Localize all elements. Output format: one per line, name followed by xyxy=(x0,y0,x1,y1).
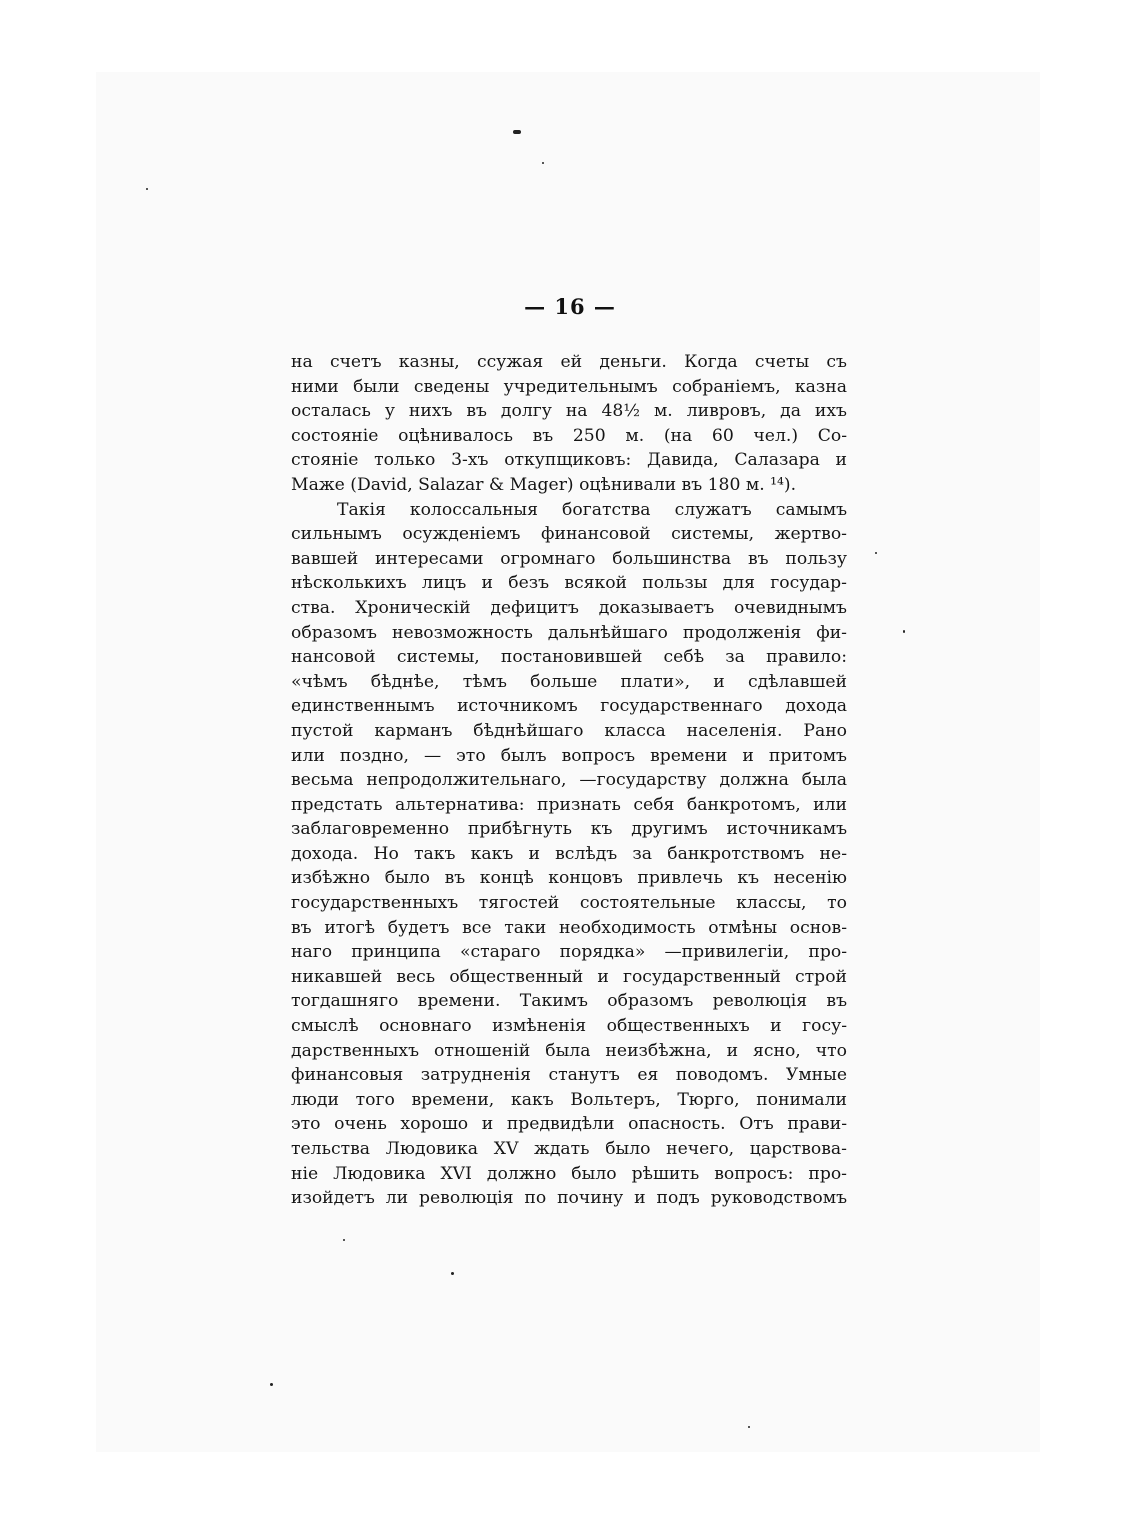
text-line: на счетъ казны, ссужая ей деньги. Когда счеты съ xyxy=(291,352,847,372)
text-line: ства. Хроническій дефицитъ доказываетъ очевиднымъ xyxy=(291,597,847,618)
scan-speck xyxy=(542,162,544,164)
text-line: тогдашняго времени. Такимъ образомъ революція въ xyxy=(291,991,847,1012)
scan-speck xyxy=(146,188,148,190)
text-line: люди того времени, какъ Вольтеръ, Тюрго, понимали xyxy=(291,1089,847,1110)
text-line: «чѣмъ бѣднѣе, тѣмъ больше плати», и сдѣлавшей xyxy=(291,671,847,692)
scan-speck xyxy=(451,1272,454,1275)
scan-speck xyxy=(903,630,905,633)
text-line: наго принципа «стараго порядка» —привилегіи, про- xyxy=(291,942,847,963)
text-line: или поздно, — это былъ вопросъ времени и притомъ xyxy=(291,745,847,766)
body-text xyxy=(291,350,847,1211)
text-line: изойдетъ ли революція по почину и подъ руководствомъ xyxy=(291,1188,847,1209)
text-line: финансовыя затрудненія станутъ ея поводомъ. Умные xyxy=(291,1065,847,1086)
text-line: Маже (David, Salazar & Mager) оцѣнивали въ 180 м. ¹⁴). xyxy=(291,474,797,495)
scan-speck xyxy=(513,130,521,134)
text-line: заблаговременно прибѣгнуть къ другимъ источникамъ xyxy=(291,819,847,840)
text-line: нѣсколькихъ лицъ и безъ всякой пользы для государ- xyxy=(291,573,847,594)
scan-speck xyxy=(343,1239,345,1241)
text-line: дохода. Но такъ какъ и вслѣдъ за банкротствомъ не- xyxy=(291,843,847,864)
page-number: — 16 — xyxy=(524,294,616,319)
text-line: сильнымъ осужденіемъ финансовой системы, жертво- xyxy=(291,524,847,545)
text-line: ними были сведены учредительнымъ собраніемъ, казна xyxy=(291,376,847,397)
text-line: смыслѣ основнаго измѣненія общественныхъ и госу- xyxy=(291,1016,847,1037)
text-line: нансовой системы, постановившей себѣ за правило: xyxy=(291,647,847,668)
scan-speck xyxy=(270,1383,273,1386)
text-line: осталась у нихъ въ долгу на 48½ м. ливровъ, да ихъ xyxy=(291,401,847,422)
text-line: единственнымъ источникомъ государственнаго дохода xyxy=(291,696,847,717)
text-line: въ итогѣ будетъ все таки необходимость отмѣны основ- xyxy=(291,917,847,938)
text-line: предстать альтернатива: признать себя банкротомъ, или xyxy=(291,794,847,815)
text-line: вавшей интересами огромнаго большинства въ пользу xyxy=(291,548,847,569)
text-line: дарственныхъ отношеній была неизбѣжна, и ясно, что xyxy=(291,1040,847,1061)
text-line: избѣжно было въ концѣ концовъ привлечь къ несенію xyxy=(291,868,847,889)
scan-speck xyxy=(875,552,877,554)
text-line: весьма непродолжительнаго, —государству должна была xyxy=(291,770,847,791)
text-line: ніе Людовика XVI должно было рѣшить вопросъ: про- xyxy=(291,1163,847,1184)
text-line: Такія колоссальныя богатства служатъ самымъ xyxy=(337,499,847,520)
scan-speck xyxy=(748,1426,750,1428)
text-line: никавшей весь общественный и государственный строй xyxy=(291,966,847,987)
text-line: образомъ невозможность дальнѣйшаго продолженія фи- xyxy=(291,622,847,643)
text-line: стояніе только 3-хъ откупщиковъ: Давида, Салазара и xyxy=(291,450,847,471)
text-line: тельства Людовика XV ждать было нечего, царствова- xyxy=(291,1139,847,1159)
text-line: состояніе оцѣнивалось въ 250 м. (на 60 чел.) Со- xyxy=(291,425,847,446)
text-line: государственныхъ тягостей состоятельные классы, то xyxy=(291,893,847,914)
text-line: пустой карманъ бѣднѣйшаго класса населенія. Рано xyxy=(291,720,847,741)
text-line: это очень хорошо и предвидѣли опасность. Отъ прави- xyxy=(291,1114,847,1135)
